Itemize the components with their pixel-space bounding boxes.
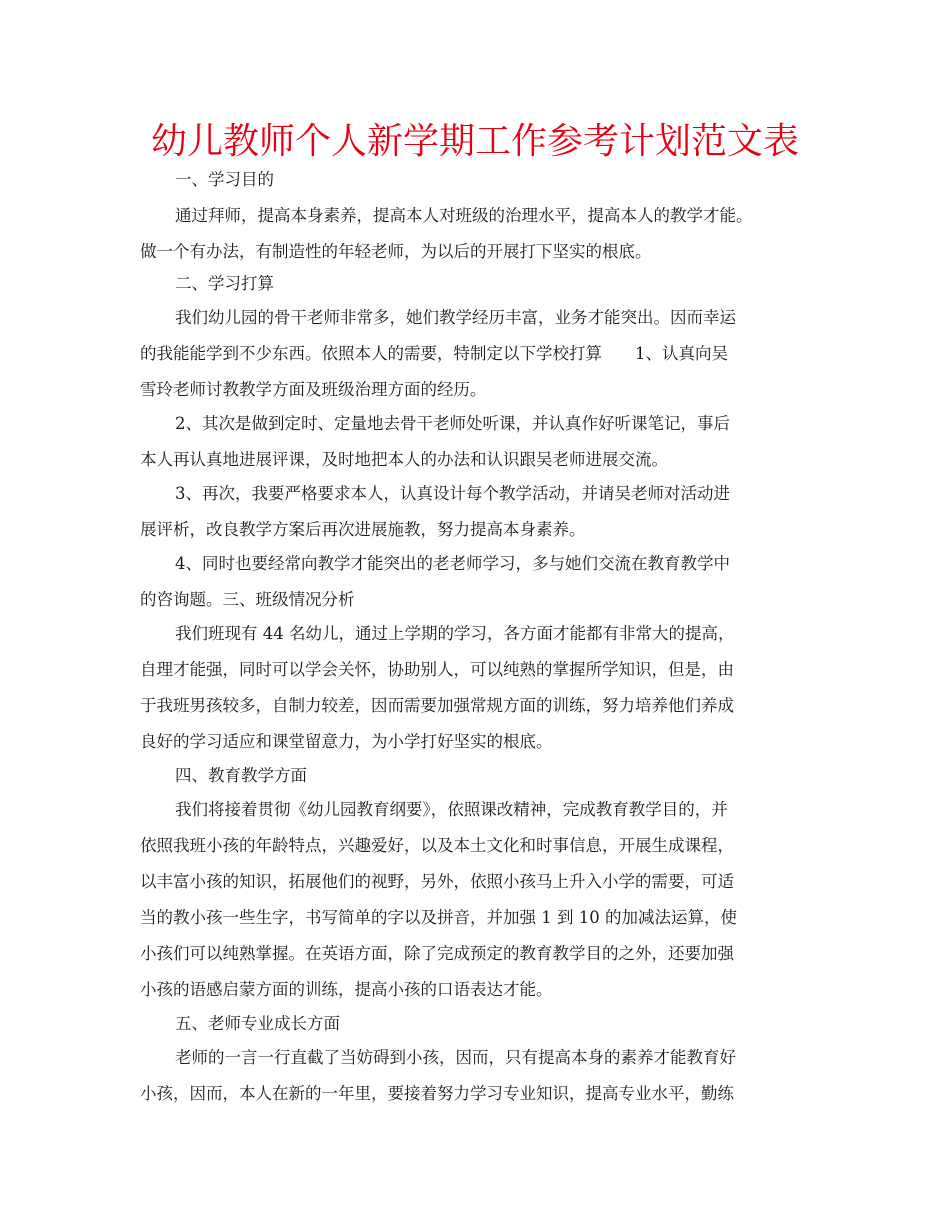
paragraph-line: 小孩，因而，本人在新的一年里，要接着努力学习专业知识，提高专业水平，勤练 xyxy=(140,1084,734,1103)
paragraph-line: 通过拜师，提高本身素养，提高本人对班级的治理水平，提高本人的教学才能。 xyxy=(175,206,753,225)
section-heading-1: 一、学习目的 xyxy=(175,170,274,189)
paragraph-line: 雪玲老师讨教教学方面及班级治理方面的经历。 xyxy=(140,380,487,399)
paragraph-line: 我们班现有 44 名幼儿，通过上学期的学习，各方面才能都有非常大的提高， xyxy=(175,624,735,643)
paragraph-line: 4、同时也要经常向教学才能突出的老老师学习，多与她们交流在教育教学中 xyxy=(175,554,730,573)
paragraph-line: 小孩们可以纯熟掌握。在英语方面，除了完成预定的教育教学目的之外，还要加强 xyxy=(140,944,734,963)
paragraph-line: 当的教小孩一些生字，书写简单的字以及拼音，并加强 1 到 10 的加减法运算，使 xyxy=(140,908,737,927)
paragraph-line: 做一个有办法，有制造性的年轻老师，为以后的开展打下坚实的根底。 xyxy=(140,242,652,261)
paragraph-line: 以丰富小孩的知识，拓展他们的视野，另外，依照小孩马上升入小学的需要，可适 xyxy=(140,872,734,891)
paragraph-line: 2、其次是做到定时、定量地去骨干老师处听课，并认真作好听课笔记，事后 xyxy=(175,414,730,433)
paragraph-line: 的我能能学到不少东西。依照本人的需要，特制定以下学校打算 1、认真向吴 xyxy=(140,344,728,363)
section-heading-5: 五、老师专业成长方面 xyxy=(175,1014,340,1033)
paragraph-line: 小孩的语感启蒙方面的训练，提高小孩的口语表达才能。 xyxy=(140,980,553,999)
paragraph-line: 良好的学习适应和课堂留意力，为小学打好坚实的根底。 xyxy=(140,732,553,751)
section-heading-4: 四、教育教学方面 xyxy=(175,766,307,785)
section-heading-2: 二、学习打算 xyxy=(175,274,274,293)
paragraph-line: 于我班男孩较多，自制力较差，因而需要加强常规方面的训练，努力培养他们养成 xyxy=(140,696,734,715)
paragraph-line: 3、再次，我要严格要求本人，认真设计每个教学活动，并请吴老师对活动进 xyxy=(175,484,730,503)
document-title: 幼儿教师个人新学期工作参考计划范文表 xyxy=(150,121,799,162)
paragraph-line: 的咨询题。三、班级情况分析 xyxy=(140,590,355,609)
paragraph-line: 老师的一言一行直截了当妨碍到小孩，因而，只有提高本身的素养才能教育好 xyxy=(175,1048,736,1067)
paragraph-line: 我们幼儿园的骨干老师非常多，她们教学经历丰富，业务才能突出。因而幸运 xyxy=(175,308,736,327)
paragraph-line: 展评析，改良教学方案后再次进展施教，努力提高本身素养。 xyxy=(140,520,586,539)
paragraph-line: 自理才能强，同时可以学会关怀，协助别人，可以纯熟的掌握所学知识，但是，由 xyxy=(140,660,734,679)
paragraph-line: 依照我班小孩的年龄特点，兴趣爱好，以及本土文化和时事信息，开展生成课程， xyxy=(140,836,734,855)
paragraph-line: 本人再认真地进展评课，及时地把本人的办法和认识跟吴老师进展交流。 xyxy=(140,450,668,469)
paragraph-line: 我们将接着贯彻《幼儿园教育纲要》，依照课改精神，完成教育教学目的，并 xyxy=(175,800,728,819)
